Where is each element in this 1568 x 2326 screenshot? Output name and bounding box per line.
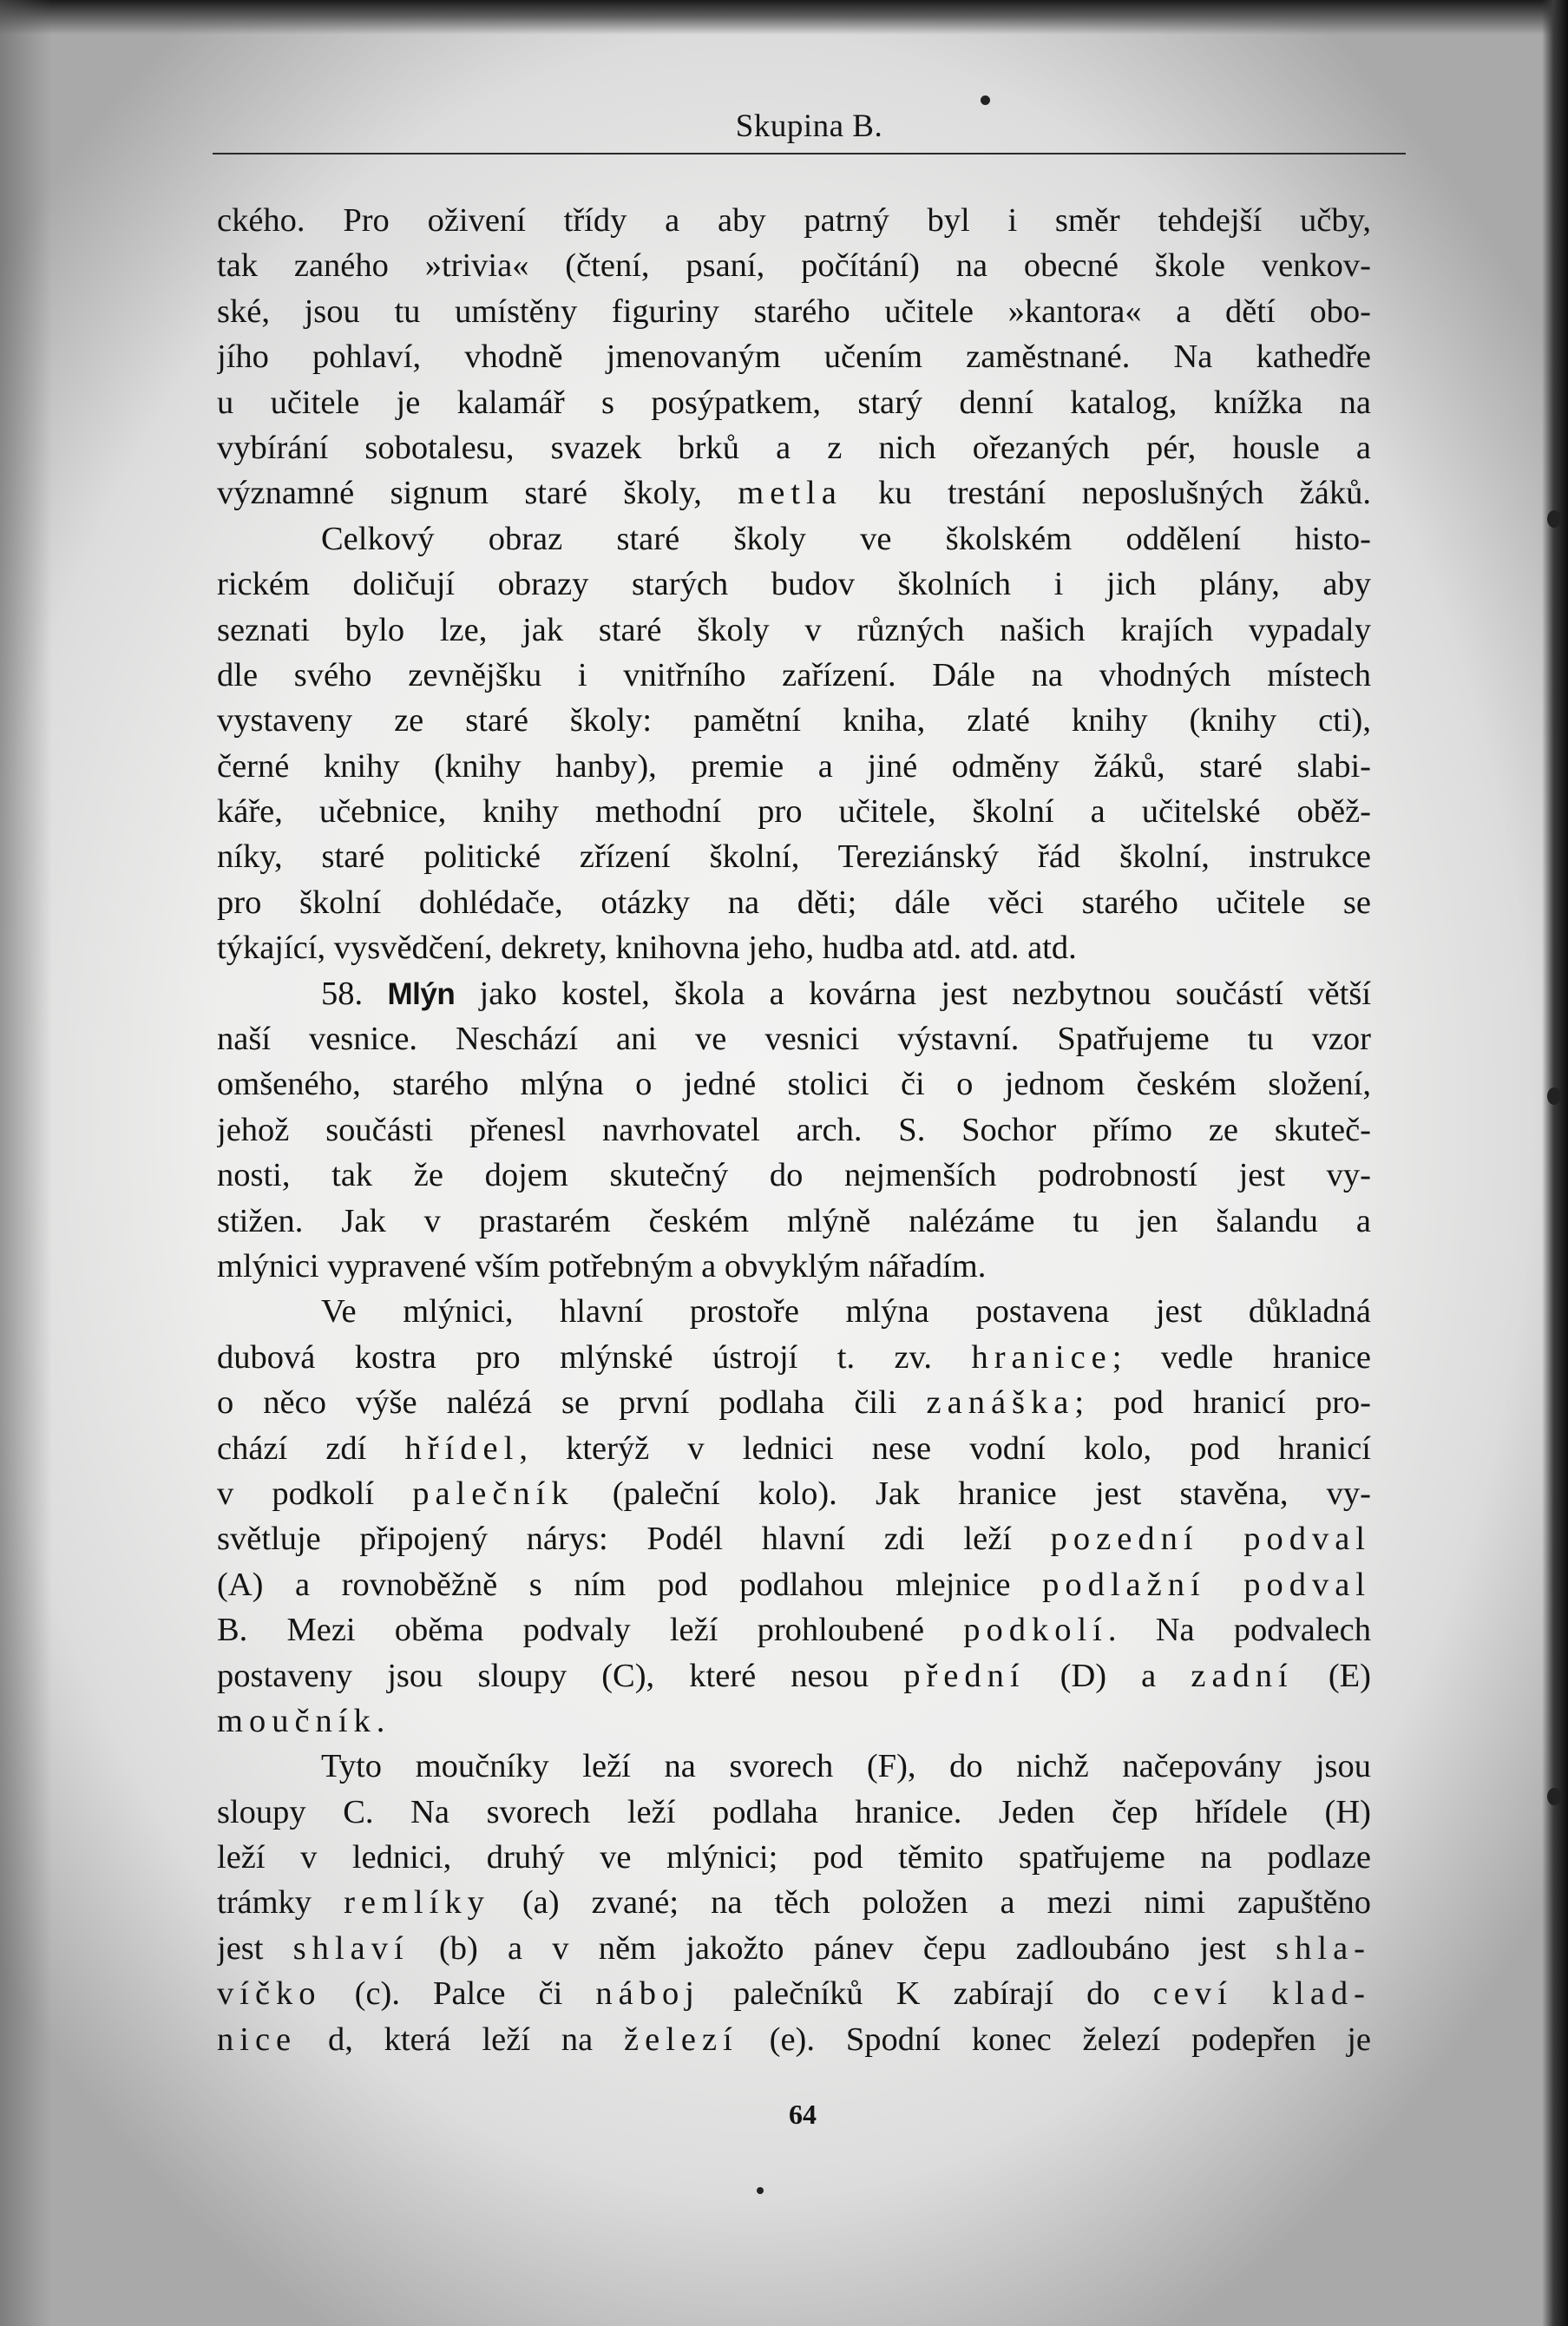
line-text: stižen. Jak v prastarém českém mlýně nalézáme tu jen šalandu a [217, 1202, 1371, 1239]
line-text: tak zaného »trivia« (čtení, psaní, počítání) na obecné škole venkov- [217, 247, 1371, 285]
spaced-term: náboj [595, 1975, 700, 2013]
spaced-term: remlíky [344, 1884, 490, 1922]
text-line [217, 1516, 1371, 1561]
scan-top-shadow [0, 0, 1568, 35]
text-line [217, 1289, 1371, 1334]
line-text: rickém doličují obrazy starých budov školních i jich plány, aby [217, 566, 1371, 603]
ink-speck [757, 2187, 764, 2194]
scan-right-shadow [1542, 0, 1568, 2326]
line-text: dle svého zevnějšku i vnitřního zařízení. Dále na vhodných místech [217, 656, 1371, 693]
text-line [217, 1835, 1371, 1880]
text-line [217, 1380, 1371, 1425]
line-text: týkající, vysvědčení, dekrety, knihovna jeho, hudba atd. atd. atd. [217, 930, 1077, 967]
line-text: ku trestání neposlušných žáků. [842, 475, 1371, 512]
line-text: leží v lednici, druhý ve mlýnici; pod těmito spatřujeme na podlaze [217, 1839, 1371, 1876]
line-text: chází zdí [217, 1429, 405, 1467]
text-line [217, 334, 1371, 379]
line-text: u učitele je kalamář s posýpatkem, starý denní katalog, knížka na [217, 384, 1371, 421]
header-rule [213, 153, 1406, 154]
text-line [217, 834, 1371, 879]
line-text: B. Mezi oběma podvaly leží prohloubené [217, 1612, 964, 1649]
text-line [217, 1153, 1371, 1198]
spaced-term: víčko [217, 1975, 322, 2013]
spaced-term: podkolí [963, 1612, 1108, 1649]
line-text: dubová kostra pro mlýnské ústrojí t. zv. [217, 1338, 972, 1376]
text-line [217, 1971, 1371, 2016]
text-line [217, 1244, 1371, 1289]
text-line [217, 1744, 1371, 1789]
spaced-term: palečník [412, 1475, 574, 1512]
line-text: omšeného, starého mlýna o jedné stolici či o jednom českém složení, [217, 1066, 1371, 1103]
line-text: (D) a [1025, 1657, 1191, 1694]
text-line [217, 380, 1371, 425]
text-line [217, 562, 1371, 607]
text-line [217, 698, 1371, 743]
line-text: (c). Palce či [321, 1975, 596, 2013]
line-text: vystaveny ze staré školy: pamětní kniha, zlaté knihy (knihy cti), [217, 702, 1371, 739]
text-line [217, 2017, 1371, 2062]
text-line [217, 243, 1371, 288]
line-text: níky, staré politické zřízení školní, Tereziánský řád školní, instrukce [217, 838, 1371, 876]
line-text: ské, jsou tu umístěny figuriny starého učitele »kantora« a dětí obo- [217, 292, 1371, 330]
text-line [217, 1426, 1371, 1471]
text-line [217, 744, 1371, 789]
spaced-term: metla [738, 475, 843, 512]
ink-speck [981, 95, 990, 105]
line-text: významné signum staré školy, [217, 475, 738, 512]
line-text: seznati bylo lze, jak staré školy v různých našich krajích vypadaly [217, 611, 1371, 648]
text-line [217, 198, 1371, 243]
line-text: ; pod hranicí pro- [1074, 1384, 1371, 1422]
page-edge-mark [1547, 510, 1561, 528]
line-text: naší vesnice. Neschází ani ve vesnici výstavní. Spatřujeme tu vzor [217, 1021, 1371, 1058]
spaced-term: pozední podval [1050, 1521, 1371, 1558]
spaced-term: nice [217, 2020, 298, 2058]
line-text: jehož součásti přenesl navrhovatel arch. S. Sochor přímo ze skuteč- [217, 1111, 1371, 1148]
text-line [217, 1926, 1371, 1971]
spaced-term: podlažní podval [1042, 1566, 1371, 1603]
text-line [217, 1562, 1371, 1607]
text-line [217, 1607, 1371, 1653]
text-line [217, 653, 1371, 698]
spaced-term: přední [903, 1657, 1026, 1694]
line-text: , kterýž v lednici nese vodní kolo, pod hranicí [519, 1429, 1371, 1467]
spaced-term: ceví klad- [1152, 1975, 1371, 2013]
line-text: jako kostel, škola a kovárna jest nezbytnou součástí větší [455, 975, 1371, 1012]
line-text: pro školní dohlédače, otázky na děti; dále věci starého učitele se [217, 884, 1371, 921]
text-line [217, 1107, 1371, 1153]
page-edge-mark [1547, 1788, 1561, 1805]
text-line [217, 608, 1371, 653]
line-text: jest [217, 1929, 293, 1967]
spaced-term: shlaví [292, 1929, 410, 1967]
section-number: 58. [321, 975, 364, 1012]
line-text: . Na podvalech [1107, 1612, 1371, 1649]
line-text: postaveny jsou sloupy (C), které nesou [217, 1657, 904, 1694]
text-line [217, 1653, 1371, 1699]
line-text: . [376, 1702, 385, 1739]
scan-left-shadow [0, 0, 52, 2326]
line-text: (b) a v něm jakožto pánev čepu zadloubáno jest [409, 1929, 1276, 1967]
line-text: Tyto moučníky leží na svorech (F), do nichž načepovány jsou [321, 1748, 1371, 1785]
line-text: ckého. Pro oživení třídy a aby patrný byl i směr tehdejší učby, [217, 202, 1371, 239]
line-text: vybírání sobotalesu, svazek brků a z nich ořezaných pér, housle a [217, 429, 1371, 466]
spaced-term: moučník [217, 1702, 377, 1739]
text-line [217, 880, 1371, 925]
text-line [217, 516, 1371, 562]
line-text: (A) a rovnoběžně s ním pod podlahou mlejnice [217, 1566, 1043, 1603]
line-text: sloupy C. Na svorech leží podlaha hranice. Jeden čep hřídele (H) [217, 1793, 1371, 1830]
spaced-term: zadní [1191, 1657, 1294, 1694]
line-text: (e). Spodní konec železí podepřen je [738, 2020, 1371, 2058]
body-text [217, 198, 1371, 2062]
line-text: nosti, tak že dojem skutečný do nejmenších podrobností jest vy- [217, 1157, 1371, 1194]
text-line [217, 1699, 1371, 1744]
line-text: o něco výše nalézá se první podlaha čili [217, 1384, 927, 1422]
text-line [217, 1335, 1371, 1380]
line-text: trámky [217, 1884, 344, 1922]
text-line [217, 1061, 1371, 1107]
text-line [217, 789, 1371, 834]
line-text: (a) zvané; na těch položen a mezi nimi zapuštěno [489, 1884, 1371, 1922]
line-text: palečníků K zabírají do [699, 1975, 1153, 2013]
spaced-term: hřídel [404, 1429, 520, 1467]
line-text: světluje připojený nárys: Podél hlavní zdi leží [217, 1521, 1051, 1558]
spaced-term: shla- [1276, 1929, 1371, 1967]
text-line [217, 1199, 1371, 1244]
line-text: Celkový obraz staré školy ve školském oddělení histo- [321, 520, 1371, 557]
line-text: černé knihy (knihy hanby), premie a jiné odměny žáků, staré slabi- [217, 747, 1371, 785]
text-line [217, 1471, 1371, 1516]
text-line [217, 971, 1371, 1016]
line-text: jího pohlaví, vhodně jmenovaným učením zaměstnané. Na kathedře [217, 338, 1371, 376]
text-line [217, 425, 1371, 470]
spaced-term: hranice [971, 1338, 1112, 1376]
line-text: (E) [1293, 1657, 1371, 1694]
line-text: d, která leží na [297, 2020, 625, 2058]
text-line [217, 1790, 1371, 1835]
line-text: v podkolí [217, 1475, 413, 1512]
line-text: mlýnici vypravené vším potřebným a obvyklým nářadím. [217, 1247, 987, 1285]
text-line [217, 289, 1371, 334]
text-line [217, 925, 1371, 970]
spaced-term: zanáška [926, 1384, 1075, 1422]
page-edge-mark [1547, 1087, 1561, 1105]
line-text: ; vedle hranice [1112, 1338, 1371, 1376]
line-text: (paleční kolo). Jak hranice jest stavěna, vy- [574, 1475, 1371, 1512]
text-line [217, 1880, 1371, 1925]
section-heading: Mlýn [387, 976, 456, 1011]
line-text: káře, učebnice, knihy methodní pro učitele, školní a učitelské oběž- [217, 793, 1371, 831]
text-line [217, 1016, 1371, 1061]
spaced-term: železí [624, 2020, 738, 2058]
line-text: Ve mlýnici, hlavní prostoře mlýna postavena jest důkladná [321, 1293, 1371, 1331]
page-number: 64 [789, 2099, 817, 2130]
running-head: Skupina B. [735, 108, 883, 144]
text-line [217, 470, 1371, 516]
